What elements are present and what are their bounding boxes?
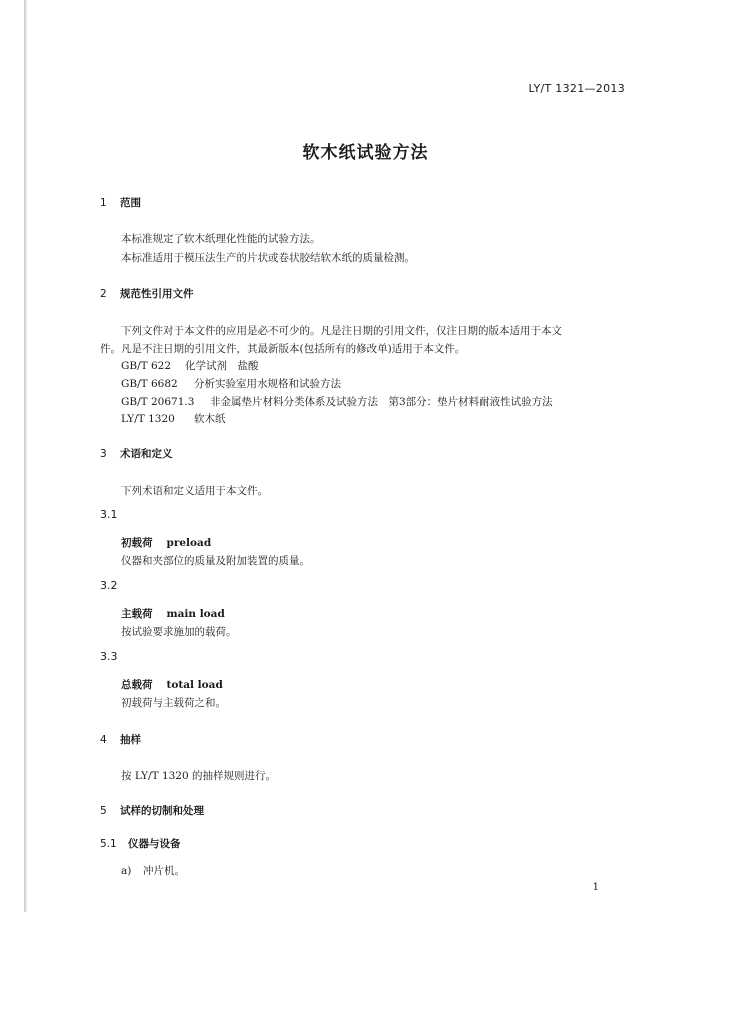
paragraph: 件。凡是不注日期的引用文件，其最新版本(包括所有的修改单)适用于本文件。 <box>100 343 466 355</box>
subsection-number: 5.1 <box>100 838 117 850</box>
section-5-heading <box>100 803 204 818</box>
section-4-heading <box>100 732 141 747</box>
subsection-title: 仪器与设备 <box>128 838 181 850</box>
list-item-text: 冲片机。 <box>143 865 185 877</box>
section-2-heading <box>100 286 194 301</box>
section-number: 3 <box>100 448 107 460</box>
section-title: 试样的切制和处理 <box>120 805 204 817</box>
term-definition: 初载荷与主载荷之和。 <box>121 697 226 709</box>
page-number: 1 <box>592 882 599 893</box>
clause-number: 3.2 <box>100 579 118 592</box>
section-number: 1 <box>100 197 107 209</box>
reference-name: 分析实验室用水规格和试验方法 <box>194 378 341 390</box>
document-title: 软木纸试验方法 <box>302 143 429 163</box>
standard-number: LY/T 1321—2013 <box>528 82 625 95</box>
reference-item <box>121 376 341 391</box>
reference-code: GB/T 6682 <box>121 378 178 390</box>
clause-number: 3.1 <box>100 508 118 521</box>
term-entry <box>121 677 223 692</box>
term-cn: 初载荷 <box>121 537 153 549</box>
term-en: main load <box>166 608 225 620</box>
term-cn: 主载荷 <box>121 608 153 620</box>
scan-edge-shadow <box>24 0 27 912</box>
term-entry <box>121 535 211 550</box>
section-number: 2 <box>100 288 107 300</box>
reference-item <box>121 394 553 409</box>
reference-name: 软木纸 <box>194 413 226 425</box>
reference-code: LY/T 1320 <box>121 413 175 425</box>
list-item-label: a) <box>121 865 132 877</box>
section-number: 5 <box>100 805 107 817</box>
term-definition: 按试验要求施加的载荷。 <box>121 626 237 638</box>
paragraph: 本标准规定了软木纸理化性能的试验方法。 <box>121 233 321 245</box>
term-entry <box>121 606 225 621</box>
reference-item <box>121 411 226 426</box>
clause-number: 3.3 <box>100 650 118 663</box>
paragraph: 下列文件对于本文件的应用是必不可少的。凡是注日期的引用文件，仅注日期的版本适用于本文 <box>121 325 562 337</box>
paragraph: 本标准适用于模压法生产的片状或卷状胶结软木纸的质量检测。 <box>121 252 415 264</box>
section-title: 术语和定义 <box>120 448 173 460</box>
list-item <box>121 863 185 878</box>
section-title: 规范性引用文件 <box>120 288 194 300</box>
section-1-heading <box>100 195 141 210</box>
reference-item <box>121 358 259 373</box>
section-title: 抽样 <box>120 734 141 746</box>
subsection-5-1-heading <box>100 836 181 851</box>
reference-code: GB/T 20671.3 <box>121 396 195 408</box>
section-3-heading <box>100 446 173 461</box>
reference-name: 化学试剂 盐酸 <box>185 360 259 372</box>
term-cn: 总载荷 <box>121 679 153 691</box>
reference-name: 非金属垫片材料分类体系及试验方法 第3部分：垫片材料耐液性试验方法 <box>210 396 553 408</box>
term-en: preload <box>166 537 212 549</box>
paragraph: 按 LY/T 1320 的抽样规则进行。 <box>121 770 277 782</box>
term-definition: 仪器和夹部位的质量及附加装置的质量。 <box>121 555 310 567</box>
paragraph: 下列术语和定义适用于本文件。 <box>121 485 268 497</box>
reference-code: GB/T 622 <box>121 360 172 372</box>
section-title: 范围 <box>120 197 141 209</box>
term-en: total load <box>166 679 223 691</box>
section-number: 4 <box>100 734 107 746</box>
